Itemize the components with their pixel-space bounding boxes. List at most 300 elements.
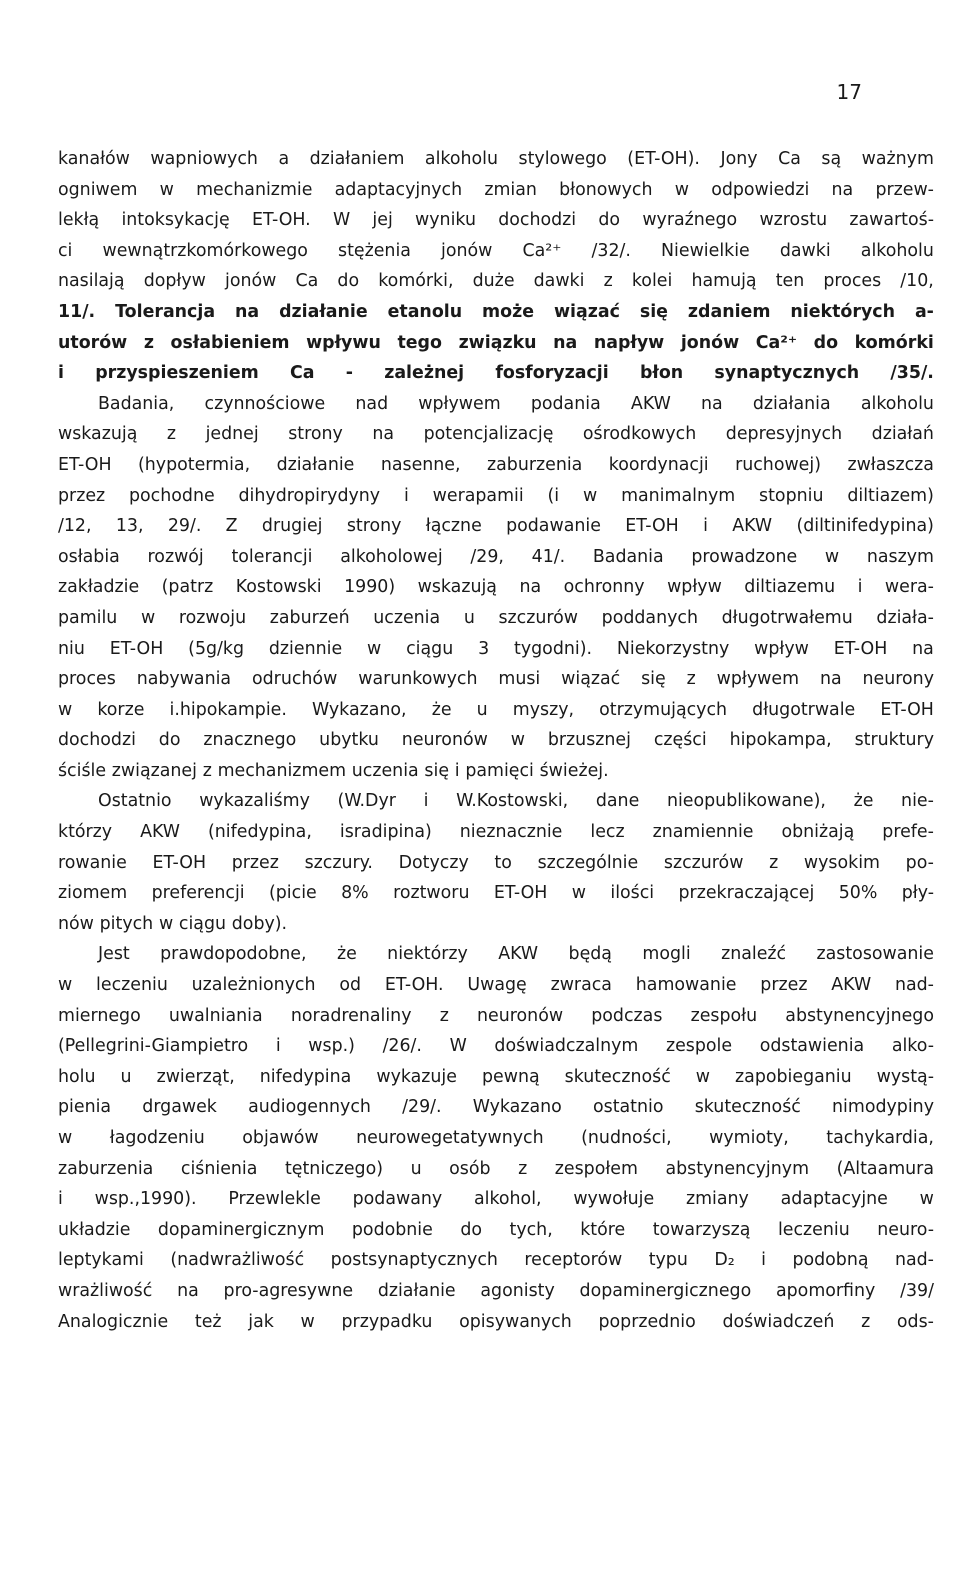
word: neuro-	[877, 1219, 934, 1240]
text-line	[58, 328, 934, 359]
word: ET-OH	[58, 454, 112, 475]
word: AKW	[498, 944, 539, 965]
word: w	[571, 883, 586, 904]
word: tolerancji	[231, 546, 313, 567]
word: w	[140, 607, 156, 628]
word: wykazuje	[376, 1066, 457, 1087]
word: i	[275, 1036, 281, 1057]
word: rozwój	[147, 546, 204, 567]
word: adaptacyjne	[780, 1189, 888, 1210]
word: wiązać	[561, 669, 621, 690]
word: wskazują	[58, 424, 138, 445]
word: nie-	[901, 791, 934, 812]
word: na	[177, 1280, 199, 1301]
word: /10,	[900, 271, 934, 292]
word: uwalniania	[168, 1005, 263, 1026]
word: Uwagę	[467, 975, 527, 996]
word: etanolu	[387, 301, 463, 322]
word: do	[598, 210, 621, 231]
word: abstynencyjnym	[665, 1158, 810, 1179]
word: wsp.,1990).	[94, 1189, 197, 1210]
word: działa-	[876, 607, 934, 628]
word: tachykardia,	[826, 1128, 934, 1148]
word: osłabieniem	[170, 332, 290, 353]
word: 8%	[341, 883, 369, 904]
word: do	[337, 271, 360, 292]
word: ważnym	[861, 149, 934, 169]
word: /12,	[58, 516, 92, 537]
text-line	[58, 1184, 934, 1215]
page-number: 17	[836, 80, 862, 104]
word: zakładzie	[58, 577, 140, 598]
word: zaburzenia	[487, 454, 583, 475]
word: ośrodkowych	[582, 424, 697, 445]
word: abstynencyjnego	[785, 1005, 934, 1026]
word: dziennie	[268, 638, 343, 659]
word: obniżają	[781, 822, 855, 843]
word: drugiej	[261, 516, 323, 537]
word: uczenia	[373, 607, 441, 628]
word: szczurów	[663, 852, 744, 873]
word: Ca²⁺	[522, 240, 562, 261]
word: skuteczność	[694, 1097, 801, 1118]
word: przez	[58, 485, 106, 506]
word: wysokim	[803, 852, 880, 873]
word: doświadczeń	[722, 1311, 835, 1332]
word: Kostowski	[235, 577, 322, 598]
word: mogli	[642, 944, 691, 965]
text-line	[58, 1001, 934, 1032]
word: myszy,	[512, 699, 575, 720]
word: neurowegetatywnych	[356, 1128, 544, 1148]
word: i.hipokampie.	[169, 699, 287, 720]
word: podobną	[792, 1250, 869, 1271]
word: wsp.)	[308, 1036, 355, 1057]
word: na	[701, 393, 723, 414]
word: na	[553, 332, 578, 353]
word: na	[819, 669, 842, 690]
word: ochronny	[563, 577, 645, 598]
word: na	[519, 577, 542, 598]
text-line	[58, 939, 934, 970]
word: holu	[58, 1066, 96, 1087]
text-line	[58, 1307, 934, 1338]
word: nad-	[894, 975, 934, 996]
word: zaburzeń	[269, 607, 350, 628]
word: intoksykację	[121, 210, 230, 231]
word: nifedypina	[259, 1066, 352, 1087]
word: roztworu	[393, 883, 470, 904]
word: tętniczego)	[284, 1158, 384, 1179]
word: z	[861, 1311, 871, 1332]
word: utorów	[58, 332, 128, 353]
word: jonów	[441, 240, 493, 261]
word: z	[686, 669, 696, 690]
word: Ca	[290, 363, 315, 384]
word: długotrwałemu	[721, 607, 853, 628]
word: hamują	[691, 271, 757, 292]
word: a	[278, 149, 290, 169]
word: /32/.	[591, 240, 631, 261]
word: wyraźnego	[642, 210, 738, 231]
word: w	[367, 638, 382, 659]
word: i	[761, 1250, 766, 1271]
word: w	[58, 1128, 73, 1148]
word: wykazaliśmy	[199, 791, 310, 812]
word: z	[202, 760, 212, 781]
word: nad	[355, 393, 389, 414]
word: podobnie	[351, 1219, 433, 1240]
word: pochodne	[129, 485, 215, 506]
word: tego	[397, 332, 442, 353]
word: pienia	[58, 1097, 112, 1118]
word: działaniem	[309, 149, 405, 169]
word: drgawek	[142, 1097, 217, 1118]
word: ET-OH.	[251, 210, 311, 231]
word: diltiazemu	[744, 577, 836, 598]
word: ilości	[610, 883, 655, 904]
word: i	[454, 760, 460, 781]
text-line	[58, 481, 934, 512]
word: potencjalizację	[423, 424, 554, 445]
word: agonisty	[480, 1280, 555, 1301]
word: werapamii	[432, 485, 524, 506]
word: 41/.	[531, 546, 566, 567]
word: jej	[372, 210, 393, 231]
word: (Pellegrini-Giampietro	[58, 1036, 249, 1057]
word: ET-OH	[625, 516, 679, 537]
word: znacznego	[203, 730, 297, 751]
word: zespołu	[690, 1005, 758, 1026]
word: alkoholu	[860, 240, 934, 261]
word: części	[653, 730, 707, 751]
word: /26/.	[382, 1036, 422, 1057]
word: wymioty,	[709, 1128, 789, 1148]
word: na	[831, 179, 854, 200]
word: tygodni).	[514, 638, 593, 659]
word: typu	[648, 1250, 688, 1271]
word: adaptacyjnych	[334, 179, 463, 200]
word: dochodzi	[498, 210, 577, 231]
word: jonów	[680, 332, 740, 353]
word: uzależnionych	[191, 975, 316, 996]
word: rowanie	[58, 852, 127, 873]
word: zespole	[665, 1036, 733, 1057]
word: fosforyzacji	[495, 363, 609, 384]
word: otrzymujących	[599, 699, 728, 720]
text-line	[58, 1123, 934, 1154]
text-line	[58, 786, 934, 817]
word: znamiennie	[652, 822, 754, 843]
word: ubytku	[319, 730, 379, 751]
text-line	[58, 695, 934, 726]
word: (patrz	[161, 577, 214, 598]
word: W	[449, 1036, 467, 1057]
word: leptykami	[58, 1250, 144, 1271]
word: dane	[595, 791, 640, 812]
text-line	[58, 419, 934, 450]
word: zależnej	[384, 363, 465, 384]
word: skuteczność	[564, 1066, 671, 1087]
word: poddanych	[601, 607, 698, 628]
word: alkoholu	[424, 149, 499, 169]
word: wskazują	[417, 577, 497, 598]
word: pitych	[99, 913, 154, 934]
word: łagodzeniu	[109, 1128, 205, 1148]
word: wewnątrzkomórkowego	[102, 240, 308, 261]
word: wywołuje	[573, 1189, 655, 1210]
word: że	[336, 944, 357, 965]
word: dihydropirydyny	[238, 485, 381, 506]
word: 13,	[115, 516, 144, 537]
word: wpływem	[418, 393, 501, 414]
word: alkoholu	[860, 393, 934, 414]
word: z	[603, 271, 613, 292]
word: lecz	[590, 822, 625, 843]
text-line	[58, 144, 934, 175]
word: Ca	[778, 149, 801, 169]
word: zaburzenia	[58, 1158, 154, 1179]
word: zmiany	[685, 1189, 749, 1210]
word: czynnościowe	[204, 393, 326, 414]
word: 50%	[838, 883, 878, 904]
word: ET-OH	[493, 883, 548, 904]
word: /35/.	[890, 363, 934, 384]
word: (diltinifedypina)	[796, 516, 934, 537]
word: zespołem	[554, 1158, 638, 1179]
word: nimodypiny	[832, 1097, 934, 1118]
word: wapniowych	[150, 149, 258, 169]
word: /39/	[900, 1280, 934, 1301]
word: Ostatnio	[98, 791, 172, 812]
word: zwłaszcza	[847, 454, 934, 475]
word: zdaniem	[687, 301, 771, 322]
word: świeżej.	[539, 760, 609, 781]
word: działania	[752, 393, 831, 414]
word: w	[158, 913, 174, 934]
word: (picie	[268, 883, 317, 904]
word: zwierząt,	[156, 1066, 235, 1087]
text-line	[58, 572, 934, 603]
word: prowadzone	[691, 546, 798, 567]
word: Przewlekle	[228, 1189, 321, 1210]
word: W	[332, 210, 351, 231]
word: w	[695, 1066, 711, 1087]
word: u	[463, 607, 475, 628]
word: się	[424, 760, 450, 781]
word: koordynacji	[608, 454, 709, 475]
word: na	[372, 424, 395, 445]
word: leczeniu	[96, 975, 168, 996]
word: szczury.	[304, 852, 373, 873]
word: wpływ	[667, 577, 722, 598]
word: wyniku	[415, 210, 476, 231]
word: wpływem	[716, 669, 800, 690]
word: Niekorzystny	[616, 638, 730, 659]
word: do	[158, 730, 181, 751]
word: isradipina)	[339, 822, 432, 843]
text-line	[58, 358, 934, 389]
word: 1990)	[344, 577, 396, 598]
text-line	[58, 970, 934, 1001]
text-line	[58, 1215, 934, 1246]
word: prawdopodobne,	[160, 944, 307, 965]
body-text	[58, 144, 934, 1337]
word: się	[639, 301, 668, 322]
word: wystą-	[876, 1066, 934, 1087]
word: leczeniu	[777, 1219, 850, 1240]
word: (ET-OH).	[627, 149, 700, 169]
word: proces	[58, 669, 116, 690]
word: pamilu	[58, 607, 118, 628]
word: że	[431, 699, 452, 720]
word: -	[345, 363, 353, 384]
word: a-	[914, 301, 934, 322]
word: /29,	[470, 546, 504, 567]
word: z	[166, 424, 177, 445]
word: błon	[639, 363, 684, 384]
word: (5g/kg	[188, 638, 245, 659]
word: manimalnym	[621, 485, 736, 506]
word: nasilają	[58, 271, 125, 292]
text-line	[58, 542, 934, 573]
word: objawów	[242, 1128, 319, 1148]
word: i	[857, 577, 863, 598]
word: AKW	[140, 822, 180, 843]
word: musi	[498, 669, 541, 690]
text-line	[58, 848, 934, 879]
word: napływ	[593, 332, 665, 353]
word: naszym	[866, 546, 934, 567]
word: wiązać	[553, 301, 620, 322]
text-line	[58, 664, 934, 695]
word: z	[143, 332, 154, 353]
word: mechanizmie	[196, 179, 313, 200]
word: neurony	[862, 669, 934, 690]
word: przez	[231, 852, 279, 873]
word: szczególnie	[537, 852, 639, 873]
word: znaleźć	[721, 944, 787, 965]
word: receptorów	[524, 1250, 623, 1271]
word: nów	[58, 913, 94, 934]
word: osób	[449, 1158, 491, 1179]
text-line	[58, 1154, 934, 1185]
word: Z	[225, 516, 238, 537]
word: u	[476, 699, 488, 720]
word: ods-	[896, 1311, 934, 1332]
word: ci	[58, 240, 73, 261]
word: AKW	[630, 393, 671, 414]
word: i	[703, 516, 708, 537]
word: podczas	[591, 1005, 663, 1026]
word: i	[423, 791, 429, 812]
word: preferencji	[151, 883, 245, 904]
word: dopaminergicznym	[157, 1219, 325, 1240]
word: diltiazem)	[847, 485, 934, 506]
word: korze	[97, 699, 145, 720]
word: ciśnienia	[180, 1158, 258, 1179]
word: łączne	[425, 516, 482, 537]
word: Dotyczy	[398, 852, 469, 873]
word: i	[58, 1189, 63, 1210]
word: związku	[458, 332, 537, 353]
word: którzy	[58, 822, 113, 843]
word: ten	[775, 271, 805, 292]
word: od	[339, 975, 362, 996]
word: niu	[58, 638, 85, 659]
text-line	[58, 297, 934, 328]
word: alko-	[891, 1036, 934, 1057]
text-line	[58, 1031, 934, 1062]
word: działanie	[377, 1280, 456, 1301]
word: dawki	[779, 240, 831, 261]
word: szczurów	[498, 607, 579, 628]
word: długotrwale	[752, 699, 856, 720]
word: dawki	[533, 271, 585, 292]
word: to	[494, 852, 512, 873]
word: działań	[871, 424, 934, 445]
word: podania	[530, 393, 601, 414]
word: z	[769, 852, 779, 873]
text-line	[58, 205, 934, 236]
word: (nadwrażliwość	[170, 1250, 305, 1271]
text-line	[58, 817, 934, 848]
word: na	[235, 301, 260, 322]
word: Tolerancja	[115, 301, 216, 322]
word: ostatnio	[593, 1097, 664, 1118]
word: nieznacznie	[459, 822, 563, 843]
word: ogniwem	[58, 179, 138, 200]
word: Badania,	[98, 393, 175, 414]
word: ciągu	[406, 638, 454, 659]
word: w	[824, 546, 840, 567]
word: i	[58, 363, 64, 384]
word: błonowych	[559, 179, 653, 200]
text-line	[58, 389, 934, 420]
word: jednej	[205, 424, 259, 445]
word: komórki	[854, 332, 934, 353]
word: i	[403, 485, 409, 506]
word: strony	[346, 516, 402, 537]
word: nasenne,	[380, 454, 461, 475]
word: Jest	[98, 944, 130, 965]
word: (nifedypina,	[208, 822, 312, 843]
word: ET-OH.	[384, 975, 444, 996]
word: proces	[823, 271, 882, 292]
word: niektórych	[790, 301, 895, 322]
text-line	[58, 909, 934, 940]
word: alkoholowej	[340, 546, 443, 567]
word: w	[510, 730, 525, 751]
word: dopływ	[143, 271, 206, 292]
word: też	[194, 1311, 222, 1332]
word: pro-agresywne	[223, 1280, 354, 1301]
word: zmian	[484, 179, 537, 200]
word: związanej	[111, 760, 197, 781]
word: odstawienia	[759, 1036, 865, 1057]
word: działanie	[279, 301, 368, 322]
word: rozwoju	[178, 607, 247, 628]
word: opisywanych	[459, 1311, 572, 1332]
word: z	[518, 1158, 528, 1179]
word: 29/.	[167, 516, 202, 537]
word: brzusznej	[547, 730, 631, 751]
word: które	[580, 1219, 626, 1240]
text-line	[58, 1062, 934, 1093]
word: zastosowanie	[816, 944, 934, 965]
word: (nudności,	[581, 1128, 672, 1148]
word: może	[482, 301, 535, 322]
